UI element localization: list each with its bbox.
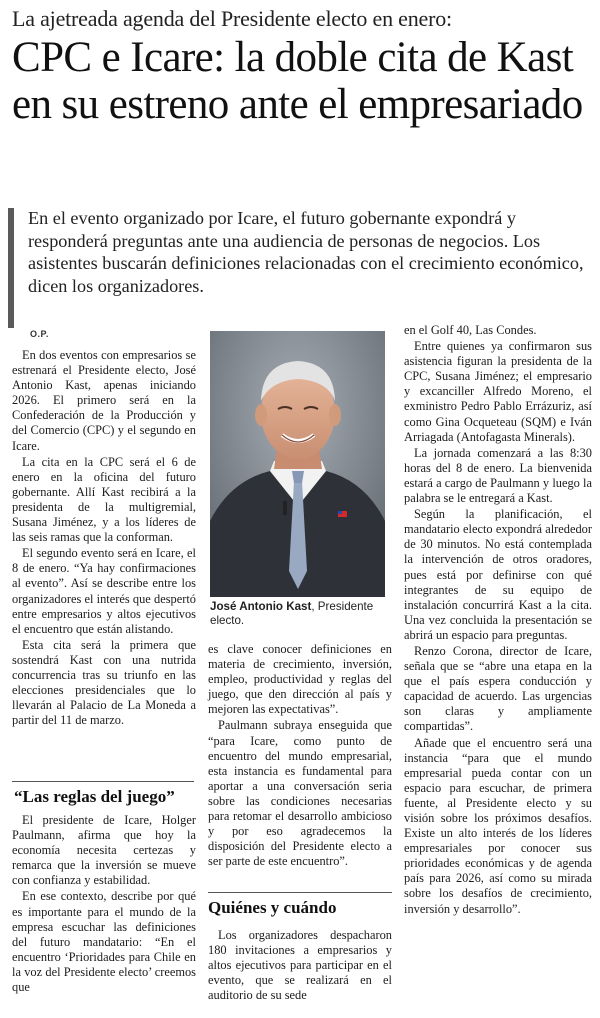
article-headline: CPC e Icare: la doble cita de Kast en su estreno ante el empresariado [12,34,583,128]
column-3 [404,323,592,918]
section-divider [208,892,392,893]
section-divider [12,781,194,782]
paragraph: La cita en la CPC será el 6 de enero en la oficina del futuro gobernante. Allí Kast recibirá a la presidenta de la multigremial, Susana Jiménez, y a los líderes de las seis ramas que la conforman. [12,454,196,545]
column-1-continued [12,813,196,996]
paragraph: El segundo evento será en Icare, el 8 de enero. “Ya hay confirmaciones al evento”. Así se describe entre los organizadores el interés que despertó entre empresarios y altos ejecutivos el encuentro que están alistando. [12,546,196,636]
photo-caption [210,600,394,628]
paragraph: Renzo Corona, director de Icare, señala que se “abre una etapa en la que el país espera conducción y capacidad de acuerdo. Las urgencias son claras y ampliamente compartidas”. [404,643,592,734]
article-lead: En el evento organizado por Icare, el futuro gobernante expondrá y responderá preguntas ante una audiencia de personas de negocios. Los asistentes buscarán definiciones relacionadas con el crecimiento económico, dicen los organizadores. [28,208,584,296]
paragraph: La jornada comenzará a las 8:30 horas del 8 de enero. La bienvenida estará a cargo de Paulmann y luego la palabra se le entregará a Kast. [404,445,592,506]
column-2-continued [208,928,392,1004]
paragraph: Los organizadores despacharon 180 invitaciones a empresarios y altos ejecutivos para participar en el evento, que se realizará en el auditorio de su sede [208,928,392,1003]
paragraph: Añade que el encuentro será una instancia “para que el mundo empresarial pueda contar con un espacio para escuchar, de primera fuente, al Presidente electo y su visión sobre los próximos desafíos. Existe un alto interés de los líderes empresariales por conocer sus prioridades económicas y de agenda país para 2026, así como su mirada sobre los desafíos de crecimiento, inversión y desarrollo”. [404,735,592,916]
caption-title: , Presidente electo. [210,600,374,627]
column-2 [208,642,392,870]
caption-name: José Antonio Kast [210,600,312,613]
paragraph: En dos eventos con empresarios se estrenará el Presidente electo, José Antonio Kast, apenas iniciando 2026. El primero será en la Confederación de la Producción y del Comercio (CPC) y el segundo en Icare. [12,348,196,453]
subhead-quienes: Quiénes y cuándo [208,898,337,917]
paragraph: En ese contexto, describe por qué es importante para el mundo de la empresa escuchar las definiciones del futuro mandatario: “En el encuentro ‘Prioridades para Chile en la voz del Presidente electo’ creemos que [12,889,196,995]
portrait-illustration [210,331,385,597]
paragraph: es clave conocer definiciones en materia de crecimiento, inversión, empleo, productividad y reglas del juego, que den dirección al país y mejoren las expectativas”. [208,642,392,717]
paragraph: Según la planificación, el mandatario electo expondrá alrededor de 30 minutos. No está contemplada la intervención de otros oradores, pues está por definirse con qué integrantes de su equipo de instalación concurrirá Kast a la cita. Una vez concluida la presentación se abrirá un espacio para preguntas. [404,507,592,642]
paragraph: Esta cita será la primera que sostendrá Kast con una nutrida concurrencia tras su triunfo en las elecciones presidenciales que lo llevarán al Palacio de La Moneda a partir del 11 de marzo. [12,637,196,728]
paragraph: Entre quienes ya confirmaron sus asistencia figuran la presidenta de la CPC, Susana Jiménez; el empresario y excanciller Alfredo Moreno, el exministro Pedro Pablo Errázuriz, así como Gina Ocqueteau (SQM) e Iván Arriagada (Antofagasta Minerals). [404,339,592,444]
article-kicker: La ajetreada agenda del Presidente electo en enero: [12,6,452,31]
column-1 [12,348,196,729]
paragraph: El presidente de Icare, Holger Paulmann, afirma que hoy la economía necesita certezas y remarca que la inversión se mueve con confianza y estabilidad. [12,813,196,888]
lead-accent-bar [8,208,14,328]
paragraph: en el Golf 40, Las Condes. [404,323,537,337]
kast-portrait-photo [210,331,385,597]
subhead-reglas: “Las reglas del juego” [14,787,175,806]
article-byline: O.P. [30,329,49,339]
paragraph: Paulmann subraya enseguida que “para Icare, como punto de encuentro del mundo empresarial, esta instancia es fundamental para aportar a una conversación seria sobre las condiciones necesarias para retomar el desarrollo ambicioso y por eso agradecemos la disposición del Presidente electo a ser parte de este encuentro”. [208,718,392,869]
